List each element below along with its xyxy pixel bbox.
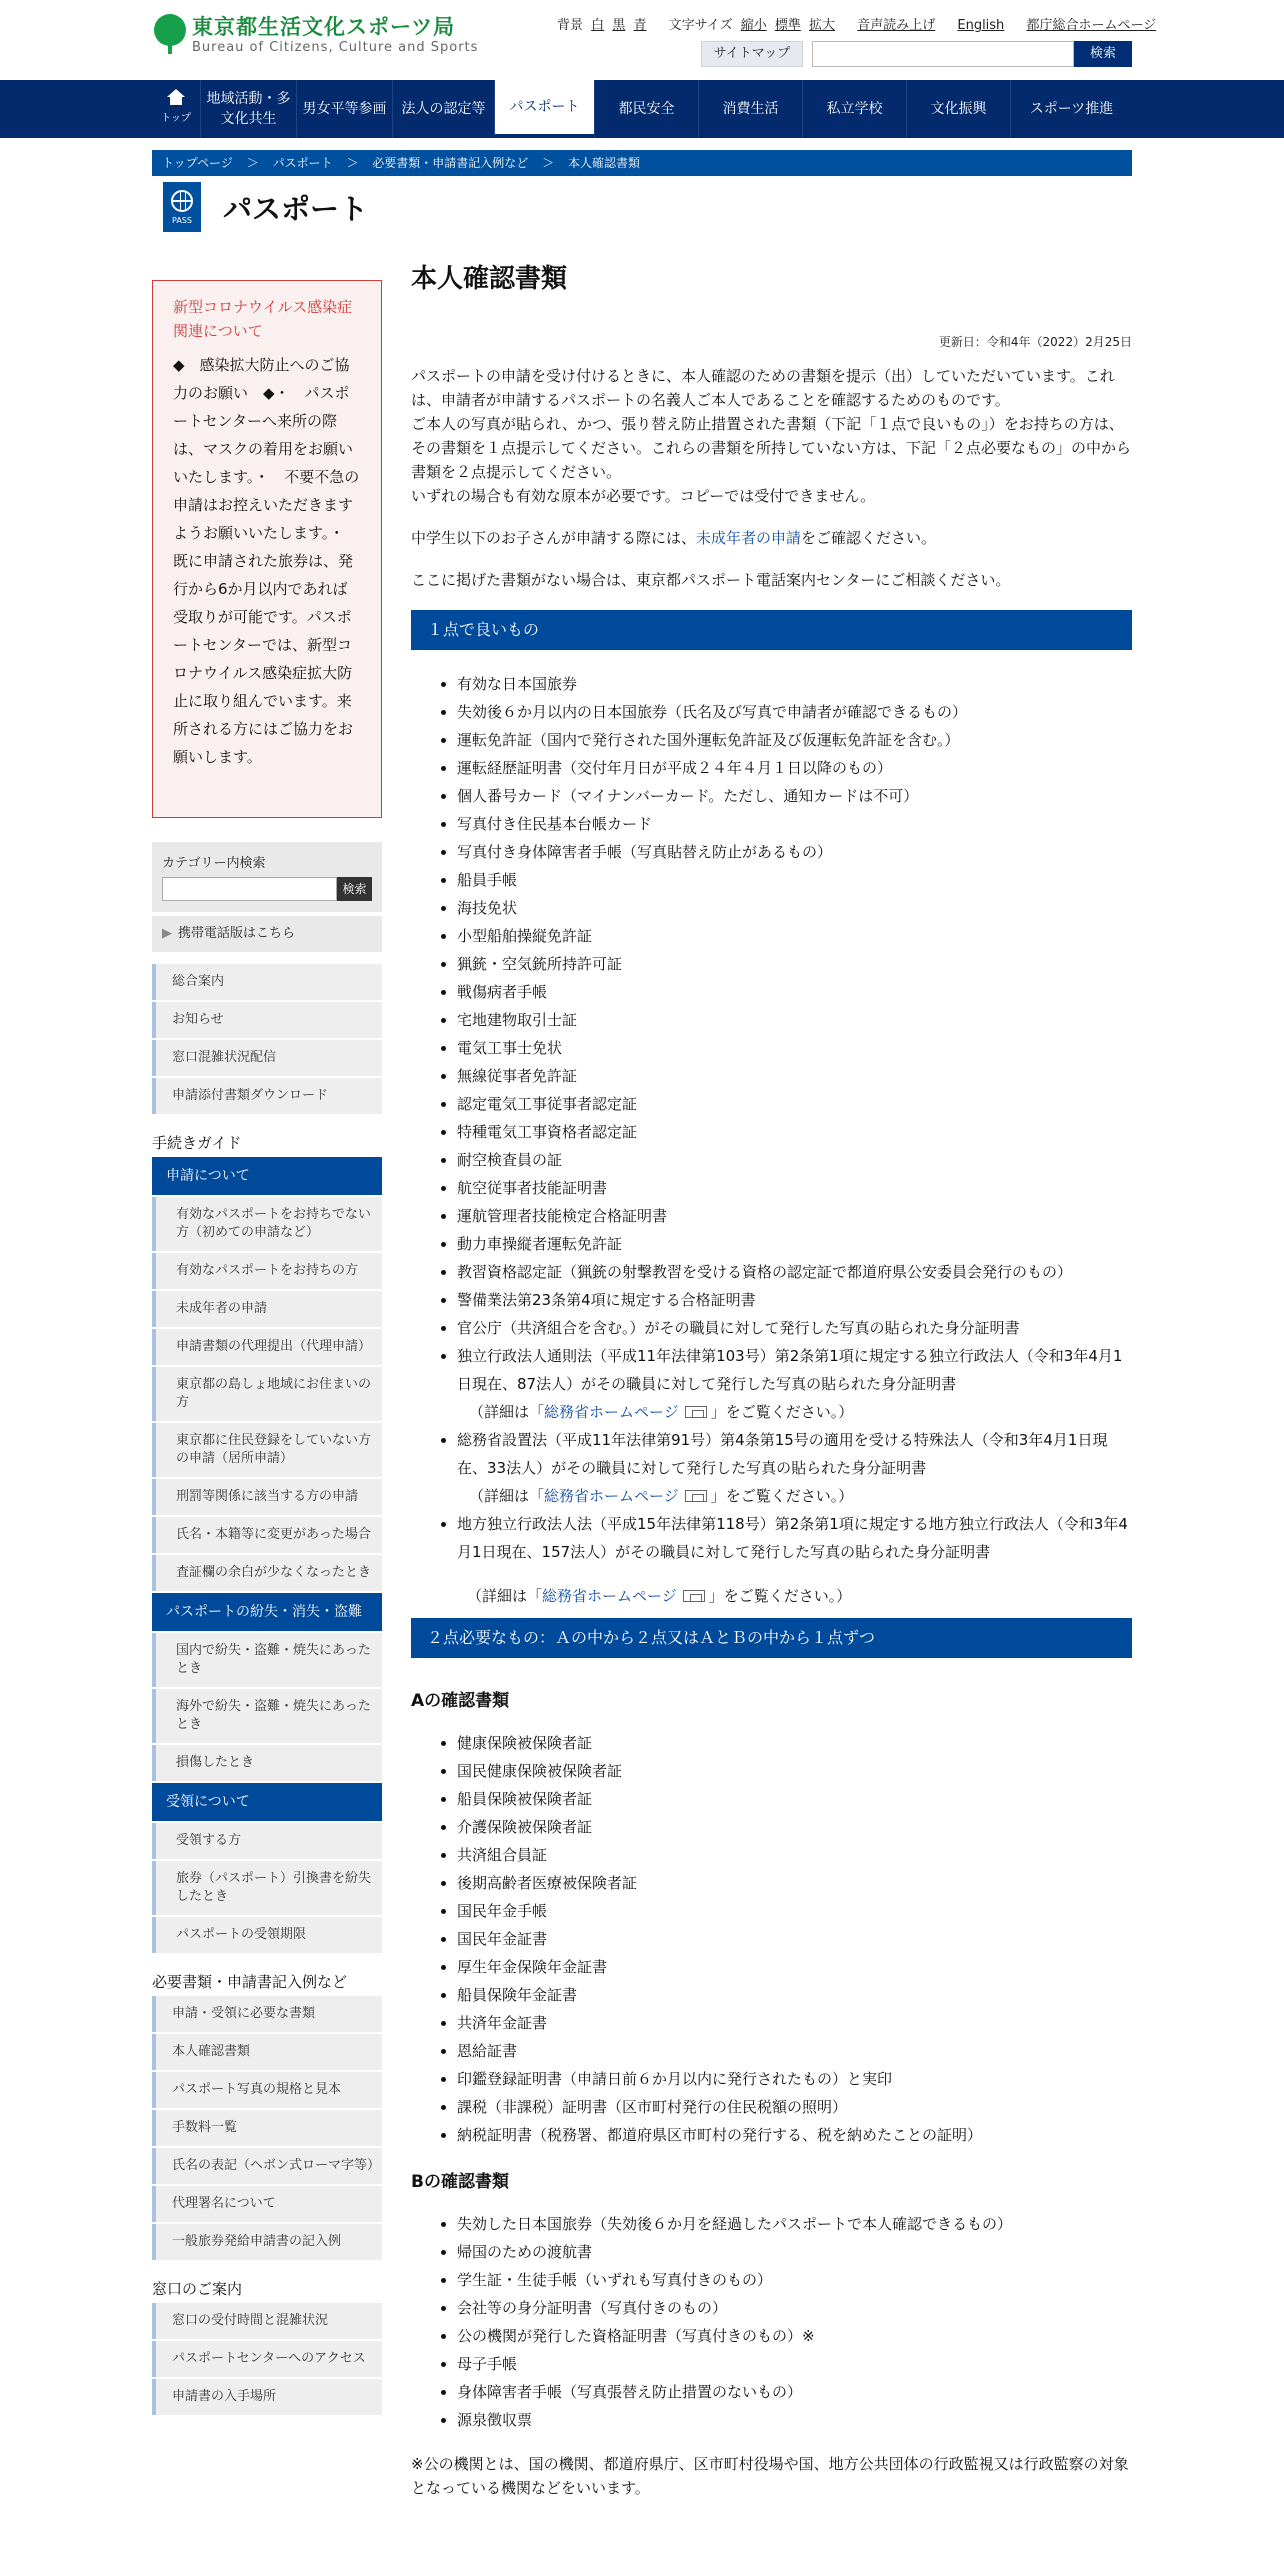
list-item: • 宅地建物取引士証 — [457, 1006, 1132, 1034]
list-item: • 失効した日本国旅券（失効後６か月を経過したパスポートで本人確認できるもの） — [457, 2210, 1132, 2238]
external-link-icon — [685, 1406, 707, 1418]
list-item: • 運転免許証（国内で発行された国外運転免許証及び仮運転免許証を含む。） — [457, 726, 1132, 754]
window-title: 窓口のご案内 — [152, 2280, 243, 2298]
logo-title-en: Bureau of Citizens, Culture and Sports — [192, 40, 479, 55]
list-item: • 会社等の身分証明書（写真付きのもの） — [457, 2294, 1132, 2322]
group-application-title[interactable]: 申請について — [152, 1157, 382, 1195]
detail-post: 」をご覧ください。） — [708, 1587, 852, 1605]
sidebar-link[interactable]: 申請・受領に必要な書類 — [152, 1996, 382, 2032]
category-search — [152, 842, 382, 912]
group-receipt-title[interactable]: 受領について — [152, 1783, 382, 1821]
one-item-list — [457, 670, 1132, 1566]
breadcrumb-passport[interactable]: パスポート — [272, 156, 333, 170]
list-item — [457, 1342, 1132, 1426]
breadcrumb-sep: ＞ — [246, 156, 259, 170]
sidebar-sublink[interactable]: 受領する方 — [152, 1823, 382, 1859]
list-item: • 戦傷病者手帳 — [457, 978, 1132, 1006]
sidebar-sublink[interactable]: 氏名・本籍等に変更があった場合 — [152, 1517, 382, 1553]
top-links — [152, 964, 382, 1114]
nav-item-passport[interactable]: パスポート — [494, 80, 594, 138]
external-link-icon — [683, 1590, 705, 1602]
font-large-link[interactable]: 拡大 — [809, 18, 836, 33]
list-item: • 母子手帳 — [457, 2350, 1132, 2378]
list-item: • 写真付き身体障害者手帳（写真貼替え防止があるもの） — [457, 838, 1132, 866]
list-item: • 動力車操縦者運転免許証 — [457, 1230, 1132, 1258]
list-item: • 航空従事者技能証明書 — [457, 1174, 1132, 1202]
docs-list — [152, 1996, 382, 2260]
list-item: • 学生証・生徒手帳（いずれも写真付きのもの） — [457, 2266, 1132, 2294]
sidebar-link[interactable]: 窓口混雑状況配信 — [152, 1040, 382, 1076]
group-application-list — [152, 1197, 382, 1591]
breadcrumb-home[interactable]: トップページ — [162, 156, 233, 170]
section-one-item-title: １点で良いもの — [411, 610, 1132, 650]
mic-homepage-link[interactable]: 総務省ホームページ — [544, 1487, 679, 1505]
content-title: 本人確認書類 — [411, 264, 568, 294]
mic-homepage-link[interactable]: 総務省ホームページ — [544, 1403, 679, 1421]
bg-white-link[interactable]: 白 — [591, 18, 605, 33]
list-item: • 海技免状 — [457, 894, 1132, 922]
read-aloud-link[interactable]: 音声読み上げ — [857, 18, 936, 33]
group-receipt-list — [152, 1823, 382, 1953]
mobile-link-label: 携帯電話版はこちら — [178, 926, 296, 941]
list-item: • 個人番号カード（マイナンバーカード。ただし、通知カードは不可） — [457, 782, 1132, 810]
minor-application-link[interactable]: 未成年者の申請 — [696, 529, 802, 547]
intro-paragraph-1: パスポートの申請を受け付けるときに、本人確認のための書類を提示（出）していただいています。これは、申請者が申請するパスポートの名義人ご本人であることを確認するためのものです。 — [411, 367, 1115, 409]
nav-item-sports[interactable]: スポーツ推進 — [1010, 80, 1132, 138]
font-small-link[interactable]: 縮小 — [740, 18, 767, 33]
intro-paragraph-2: ご本人の写真が貼られ、かつ、張り替え防止措置された書類（下記「１点で良いもの」）をお持ちの方は、その書類を１点提示してください。これらの書類を所持していない方は、下記「２点必要なもの」の中から書類を２点提示してください。 — [411, 415, 1132, 481]
detail-post: 」をご覧ください。） — [710, 1403, 854, 1421]
list-item: • 耐空検査員の証 — [457, 1146, 1132, 1174]
list-item: • 共済年金証書 — [457, 2009, 1132, 2037]
minor-note — [411, 526, 1132, 550]
breadcrumb-sep: ＞ — [346, 156, 359, 170]
list-item: • 電気工事士免状 — [457, 1034, 1132, 1062]
nav-item-corporation[interactable]: 法人の認定等 — [392, 80, 494, 138]
passport-globe-icon — [163, 182, 201, 232]
bg-black-link[interactable]: 黒 — [612, 18, 626, 33]
list-item: • 厚生年金保険年金証書 — [457, 1953, 1132, 1981]
category-header — [163, 182, 368, 232]
list-item: • 健康保険被保険者証 — [457, 1729, 1132, 1757]
main-content — [411, 258, 1132, 2518]
bg-blue-link[interactable]: 青 — [633, 18, 647, 33]
list-item: • 国民年金手帳 — [457, 1897, 1132, 1925]
nav-item-consumer[interactable]: 消費生活 — [698, 80, 802, 138]
sidebar-sublink[interactable]: 未成年者の申請 — [152, 1291, 382, 1327]
list-item — [457, 1426, 1132, 1510]
local-admin-item: 地方独立行政法人法（平成15年法律第118号）第2条第1項に規定する地方独立行政法人（令和3年4月1日現在、157法人）がその職員に対して発行した写真の貼られた身分証明書 — [457, 1515, 1128, 1561]
list-item: • 国民健康保険被保険者証 — [457, 1757, 1132, 1785]
guide-title: 手続きガイド — [152, 1134, 242, 1152]
font-size-label: 文字サイズ — [668, 18, 733, 33]
b-docs-list — [457, 2210, 1132, 2434]
sidebar-sublink[interactable]: 有効なパスポートをお持ちの方 — [152, 1253, 382, 1289]
list-item: • 源泉徴収票 — [457, 2406, 1132, 2434]
tokyo-home-link[interactable]: 都庁総合ホームページ — [1026, 18, 1157, 33]
section-two-item-title: ２点必要なもの：Ａの中から２点又はＡとＢの中から１点ずつ — [411, 1618, 1132, 1658]
covid-title[interactable]: 新型コロナウイルス感染症関連について — [173, 298, 353, 340]
sidebar-link[interactable]: 総合案内 — [152, 964, 382, 1000]
b-docs-title: Bの確認書類 — [411, 2172, 509, 2192]
breadcrumb-current: 本人確認書類 — [567, 156, 640, 170]
list-item: • 特種電気工事資格者認定証 — [457, 1118, 1132, 1146]
list-item: • 無線従事者免許証 — [457, 1062, 1132, 1090]
global-nav — [0, 80, 1284, 138]
detail-pre: （詳細は「 — [467, 1587, 543, 1605]
list-item: • 猟銃・空気銃所持許可証 — [457, 950, 1132, 978]
list-item: • 船員保険年金証書 — [457, 1981, 1132, 2009]
english-link[interactable]: English — [957, 18, 1005, 33]
background-label: 背景 — [557, 18, 584, 33]
list-item: • 有効な日本国旅券 — [457, 670, 1132, 698]
list-item: • 公の機関が発行した資格証明書（写真付きのもの）※ — [457, 2322, 1132, 2350]
sidebar-link[interactable]: 氏名の表記（ヘボン式ローマ字等） — [152, 2148, 382, 2184]
group-loss-list — [152, 1633, 382, 1781]
category-search-label: カテゴリー内検索 — [162, 856, 266, 871]
contact-note: ここに掲げた書類がない場合は、東京都パスポート電話案内センターにご相談ください。 — [411, 571, 1011, 589]
nav-item-gender-equality[interactable]: 男女平等参画 — [296, 80, 392, 138]
public-agency-note: ※公の機関とは、国の機関、都道府県庁、区市町村役場や国、地方公共団体の行政監視又は行政監察の対象となっている機関などをいいます。 — [411, 2455, 1129, 2497]
minor-post: をご確認ください。 — [801, 529, 937, 547]
utility-links — [557, 14, 1160, 33]
mobile-version-link[interactable] — [152, 916, 382, 952]
list-item: • 失効後６か月以内の日本国旅券（氏名及び写真で申請者が確認できるもの） — [457, 698, 1132, 726]
covid-body: ◆ 感染拡大防止へのご協力のお願い ◆・ パスポートセンターへ来所の際は、マスクの着用をお願いいたします。・ 不要不急の申請はお控えいただきますようお願いいたします。・ 既に申請された旅券は、発行から6か月以内であれば受取りが可能です。パスポートセンターでは、新型コロナウイルス感染症拡大防止に取り組んでいます。来所される方にはご協力をお願いします。 — [173, 356, 360, 766]
covid-notice — [152, 280, 382, 818]
a-docs-title: Aの確認書類 — [411, 1691, 510, 1711]
nav-item-community[interactable]: 地域活動・多 文化共生 — [200, 80, 296, 138]
sidebar-link[interactable]: 一般旅券発給申請書の記入例 — [152, 2224, 382, 2260]
independent-admin-item: 独立行政法人通則法（平成11年法律第103号）第2条第1項に規定する独立行政法人（令和3年4月1日現在、87法人）がその職員に対して発行した写真の貼られた身分証明書 — [457, 1347, 1123, 1393]
site-logo[interactable] — [152, 14, 478, 55]
list-item: • 恩給証書 — [457, 2037, 1132, 2065]
list-item: • 教習資格認定証（猟銃の射撃教習を受ける資格の認定証で都道府県公安委員会発行のもの） — [457, 1258, 1132, 1286]
sidebar-sublink[interactable]: 東京都の島しょ地域にお住まいの方 — [152, 1367, 382, 1421]
detail-pre: （詳細は「 — [469, 1403, 545, 1421]
sidebar-sublink[interactable]: 東京都に住民登録をしていない方の申請（居所申請） — [152, 1423, 382, 1477]
sidebar-link[interactable]: 本人確認書類 — [152, 2034, 382, 2070]
docs-title: 必要書類・申請書記入例など — [152, 1973, 348, 1991]
font-normal-link[interactable]: 標準 — [774, 18, 801, 33]
sidebar — [152, 280, 382, 2417]
sidebar-link[interactable]: お知らせ — [152, 1002, 382, 1038]
list-item: • 身体障害者手帳（写真張替え防止措置のないもの） — [457, 2378, 1132, 2406]
list-item: • 共済組合員証 — [457, 1841, 1132, 1869]
list-item: • 課税（非課税）証明書（区市町村発行の住民税額の照明） — [457, 2093, 1132, 2121]
logo-title-jp: 東京都生活文化スポーツ局 — [192, 15, 456, 39]
list-item: • 印鑑登録証明書（申請日前６か月以内に発行されたもの）と実印 — [457, 2065, 1132, 2093]
list-item: • 船員保険被保険者証 — [457, 1785, 1132, 1813]
detail-note — [467, 1584, 1132, 1608]
sidebar-link[interactable]: 手数料一覧 — [152, 2110, 382, 2146]
sidebar-sublink[interactable]: 申請書類の代理提出（代理申請） — [152, 1329, 382, 1365]
breadcrumb — [152, 150, 1132, 176]
minor-pre: 中学生以下のお子さんが申請する際には、 — [411, 529, 697, 547]
list-item: • 納税証明書（税務署、都道府県区市町村の発行する、税を納めたことの証明） — [457, 2121, 1132, 2149]
list-item: • 小型船舶操縦免許証 — [457, 922, 1132, 950]
category-search-button[interactable]: 検索 — [337, 877, 372, 901]
list-item: • 運航管理者技能検定合格証明書 — [457, 1202, 1132, 1230]
sidebar-sublink[interactable]: 有効なパスポートをお持ちでない方（初めての申請など） — [152, 1197, 382, 1251]
a-docs-list — [457, 1729, 1132, 2149]
ginkgo-logo-icon — [152, 14, 188, 52]
list-item: • 帰国のための渡航書 — [457, 2238, 1132, 2266]
nav-home-label: トップ — [161, 113, 191, 124]
special-corp-item: 総務省設置法（平成11年法律第91号）第4条第15号の適用を受ける特殊法人（令和3年4月1日現在、33法人）がその職員に対して発行した写真の貼られた身分証明書 — [457, 1431, 1108, 1477]
sidebar-sublink[interactable]: パスポートの受領期限 — [152, 1917, 382, 1953]
detail-note — [457, 1398, 1132, 1426]
window-list — [152, 2303, 382, 2415]
sidebar-link[interactable]: パスポート写真の規格と見本 — [152, 2072, 382, 2108]
sidebar-sublink[interactable]: 国内で紛失・盗難・焼失にあったとき — [152, 1633, 382, 1687]
sidebar-sublink[interactable]: 損傷したとき — [152, 1745, 382, 1781]
page-title: パスポート — [223, 191, 369, 226]
list-item: • 認定電気工事従事者認定証 — [457, 1090, 1132, 1118]
nav-home[interactable] — [152, 80, 200, 138]
group-loss-title[interactable]: パスポートの紛失・消失・盗難 — [152, 1593, 382, 1631]
nav-item-culture[interactable]: 文化振興 — [906, 80, 1010, 138]
breadcrumb-sep: ＞ — [542, 156, 555, 170]
pass-icon-label: PASS — [172, 215, 192, 225]
mic-homepage-link[interactable]: 総務省ホームページ — [542, 1587, 677, 1605]
site-header — [152, 0, 1157, 80]
sidebar-link[interactable]: 代理署名について — [152, 2186, 382, 2222]
detail-note — [457, 1482, 1132, 1510]
intro-paragraph-3: いずれの場合も有効な原本が必要です。コピーでは受付できません。 — [411, 487, 876, 505]
list-item: • 後期高齢者医療被保険者証 — [457, 1869, 1132, 1897]
category-search-input[interactable] — [162, 877, 337, 901]
breadcrumb-documents[interactable]: 必要書類・申請書記入例など — [372, 156, 529, 170]
updated-date: 更新日：令和4年（2022）2月25日 — [938, 335, 1132, 349]
list-item: • 介護保険被保険者証 — [457, 1813, 1132, 1841]
detail-pre: （詳細は「 — [469, 1487, 545, 1505]
sidebar-sublink[interactable]: 刑罰等関係に該当する方の申請 — [152, 1479, 382, 1515]
nav-item-safety[interactable]: 都民安全 — [594, 80, 698, 138]
list-item: • 写真付き住民基本台帳カード — [457, 810, 1132, 838]
site-search-input[interactable] — [812, 41, 1074, 67]
sidebar-sublink[interactable]: 旅券（パスポート）引換書を紛失したとき — [152, 1861, 382, 1915]
detail-post: 」をご覧ください。） — [710, 1487, 854, 1505]
external-link-icon — [685, 1490, 707, 1502]
list-item — [457, 1510, 1132, 1566]
list-item: • 国民年金証書 — [457, 1925, 1132, 1953]
site-search-button[interactable]: 検索 — [1074, 41, 1132, 67]
home-icon — [167, 89, 185, 105]
sidebar-sublink[interactable]: 海外で紛失・盗難・焼失にあったとき — [152, 1689, 382, 1743]
nav-item-private-school[interactable]: 私立学校 — [802, 80, 906, 138]
list-item: • 警備業法第23条第4項に規定する合格証明書 — [457, 1286, 1132, 1314]
sidebar-sublink[interactable]: 査証欄の余白が少なくなったとき — [152, 1555, 382, 1591]
sitemap-button[interactable]: サイトマップ — [701, 41, 803, 67]
list-item: • 官公庁（共済組合を含む。）がその職員に対して発行した写真の貼られた身分証明書 — [457, 1314, 1132, 1342]
sidebar-link[interactable]: 申請添付書類ダウンロード — [152, 1078, 382, 1114]
list-item: • 運転経歴証明書（交付年月日が平成２４年４月１日以降のもの） — [457, 754, 1132, 782]
triangle-right-icon: ▶ — [162, 926, 172, 941]
sidebar-link[interactable]: 申請書の入手場所 — [152, 2379, 382, 2415]
sidebar-link[interactable]: 窓口の受付時間と混雑状況 — [152, 2303, 382, 2339]
sidebar-link[interactable]: パスポートセンターへのアクセス — [152, 2341, 382, 2377]
list-item: • 船員手帳 — [457, 866, 1132, 894]
